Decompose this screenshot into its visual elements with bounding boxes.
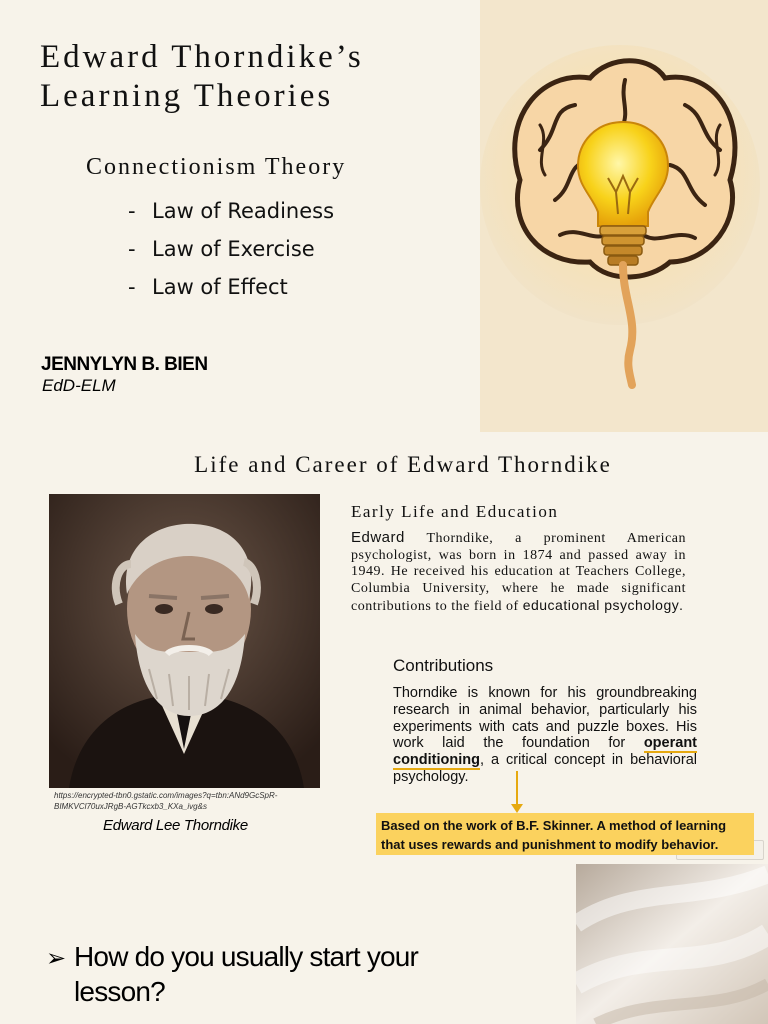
contributions-end: , a critical concept in behavioral psychology. [393,752,697,785]
portrait-photo-icon [49,494,320,788]
portrait-caption: Edward Lee Thorndike [103,817,248,834]
author-degree: EdD-ELM [42,376,116,395]
brain-lightbulb-illustration [480,0,768,432]
operant-conditioning-term[interactable]: operant conditioning [393,735,697,769]
law-item [128,192,334,230]
dash-bullet: - [128,237,136,261]
opening-question [46,939,506,1009]
brain-lightbulb-icon [480,0,768,432]
decorative-swirl-image [576,864,768,1024]
question-line-1: How do you usually start your [74,941,419,972]
law-item [128,268,334,306]
contributions-paragraph [393,685,697,786]
early-life-lead: Edward [351,529,405,546]
connectionism-subtitle: Connectionism Theory [86,154,347,180]
law-label: Law of Readiness [152,199,335,223]
early-life-text: Thorndike, a prominent American psychologist, was born in 1874 and passed away in 1949. He received his education at Teachers College, Columbia University, where he made significant contributions to the field of [351,531,686,614]
dash-bullet: - [128,199,136,223]
law-label: Law of Exercise [152,237,315,261]
early-life-end: . [679,599,684,614]
early-life-heading: Early Life and Education [351,502,559,521]
tooltip-line-1: Based on the work of B.F. Skinner. A method of learning [381,818,727,833]
slide1-title [40,38,470,116]
title-line-1: Edward Thorndike’s [40,39,364,75]
law-item [128,230,334,268]
swirl-background-icon [576,864,768,1024]
tooltip-arrow-icon [511,804,523,813]
dash-bullet: - [128,275,136,299]
tooltip-line-2: that uses rewards and punishment to modify behavior. [381,837,719,852]
contributions-heading: Contributions [393,656,494,675]
question-line-2: lesson? [74,976,165,1007]
arrow-bullet-icon: ➢ [46,945,66,972]
laws-list [128,192,334,306]
early-life-paragraph [351,530,686,616]
operant-conditioning-tooltip [376,813,754,855]
image-source-url: https://encrypted-tbn0.gstatic.com/images?q=tbn:ANd9GcSpR-BIMKVCl70uxJRgB-AGTkcxb3_KXa_ivg&s [54,791,278,811]
tooltip-connector [516,771,518,807]
life-career-title: Life and Career of Edward Thorndike [194,452,612,477]
law-label: Law of Effect [152,275,288,299]
author-name: JENNYLYN B. BIEN [41,354,208,375]
title-line-2: Learning Theories [40,78,334,114]
contributions-text: Thorndike is known for his groundbreaking research in animal behavior, particularly his experiments with cats and puzzle boxes. His work laid the foundation for [393,685,697,752]
thorndike-portrait [49,494,320,788]
educational-psychology-term: educational psychology [522,597,680,613]
